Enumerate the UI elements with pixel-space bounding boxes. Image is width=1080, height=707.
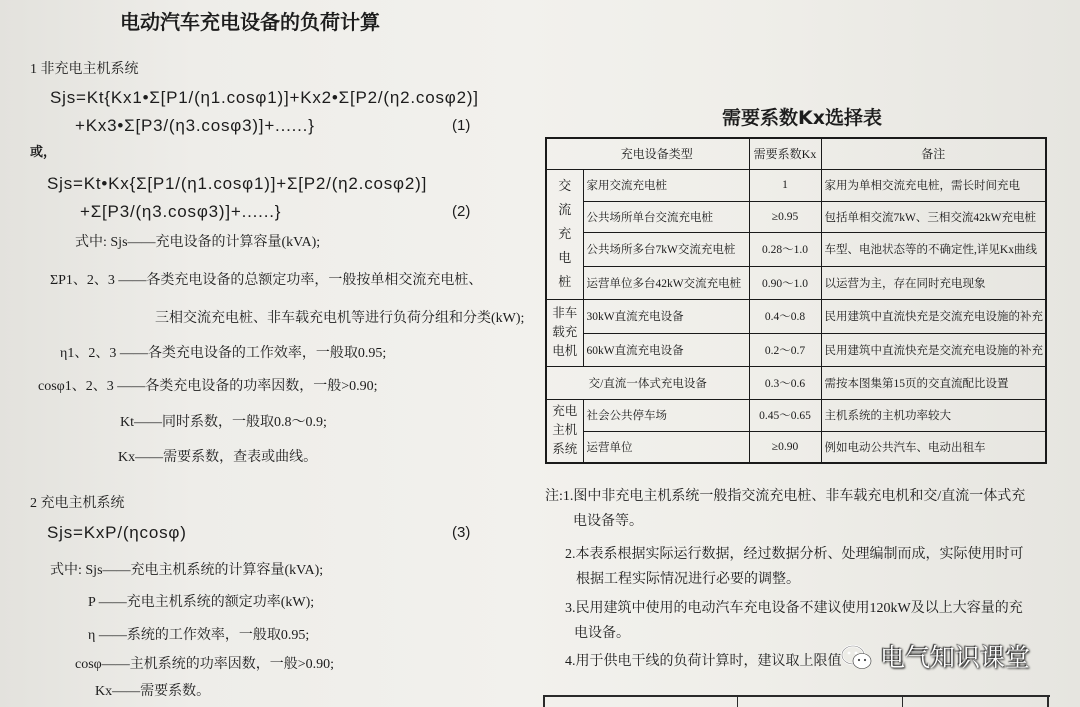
cell-note: 民用建筑中直流快充是交流充电设施的补充 [821,299,1046,333]
header-kx: 需要系数Kx [749,138,821,169]
definition-line: η ——系统的工作效率，一般取0.95; [88,628,310,643]
cell-kx: 0.28～1.0 [749,232,821,266]
note-line: 注:1.图中非充电主机系统一般指交流充电桩、非车载充电机和交/直流一体式充 [545,489,1026,504]
table-row [546,232,1046,266]
table-row [546,366,1046,399]
note-line: 根据工程实际情况进行必要的调整。 [576,572,800,587]
group-label-charging-host-system [546,399,583,463]
note-line: 3.民用建筑中使用的电动汽车充电设备不建议使用120kW及以上大容量的充 [565,601,1023,616]
table-row [546,266,1046,299]
table-title: 需要系数Kx选择表 [722,107,882,129]
cell-kx: ≥0.90 [749,431,821,463]
cell-kx: 0.90～1.0 [749,266,821,299]
cell-type: 家用交流充电桩 [583,169,749,201]
equation-number-2: (2) [452,203,471,220]
or-label: 或， [30,145,57,160]
cell-type: 60kW直流充电设备 [583,333,749,366]
cell-type: 社会公共停车场 [583,399,749,431]
cell-type: 公共场所多台7kW交流充电桩 [583,232,749,266]
definition-line: cosφ1、2、3 ——各类充电设备的功率因数，一般>0.90; [38,379,378,394]
header-type: 充电设备类型 [546,138,749,169]
cell-kx: 1 [749,169,821,201]
definition-line: η1、2、3 ——各类充电设备的工作效率，一般取0.95; [60,346,387,361]
cell-note: 车型、电池状态等的不确定性,详见Kx曲线 [821,232,1046,266]
cell-kx: ≥0.95 [749,201,821,232]
cell-type: 运营单位 [583,431,749,463]
partial-table-edge [543,695,1050,697]
group-label-ac-charging-pile [546,169,583,299]
partial-table-edge [543,695,545,707]
formula2-line2: +Σ[P3/(η3.cosφ3)]+......} [80,202,282,221]
definition-line: Kx——需要系数。 [95,684,211,699]
cell-note: 以运营为主，存在同时充电现象 [821,266,1046,299]
definition-line: 式中: Sjs——充电设备的计算容量(kVA); [75,235,321,250]
kx-selection-table [545,137,1047,464]
partial-table-edge [737,695,738,707]
definition-line: Kt——同时系数，一般取0.8～0.9; [120,415,327,430]
cell-note: 包括单相交流7kW、三相交流42kW充电桩 [821,201,1046,232]
table-row [546,399,1046,431]
cell-note: 需按本图集第15页的交直流配比设置 [821,366,1046,399]
table-row [546,299,1046,333]
group-label-text: 充电主机系统 [552,404,578,457]
cell-type: 30kW直流充电设备 [583,299,749,333]
cell-type: 运营单位多台42kW交流充电桩 [583,266,749,299]
cell-note: 民用建筑中直流快充是交流充电设施的补充 [821,333,1046,366]
definition-line: P ——充电主机系统的额定功率(kW); [88,595,315,610]
header-note: 备注 [821,138,1046,169]
definition-line: 三相交流充电桩、非车载充电机等进行负荷分组和分类(kW); [155,311,525,326]
cell-kx: 0.2～0.7 [749,333,821,366]
definition-line: cosφ——主机系统的功率因数，一般>0.90; [75,657,335,672]
definition-line: Kx——需要系数，查表或曲线。 [118,450,318,465]
cell-kx: 0.3～0.6 [749,366,821,399]
group-label-text: 交流充电桩 [558,178,572,289]
group-label-off-board-charger [546,299,583,366]
cell-note: 主机系统的主机功率较大 [821,399,1046,431]
formula3: Sjs=KxP/(ηcosφ) [47,523,187,542]
wechat-icon [840,643,874,673]
section1-heading: 1 非充电主机系统 [30,62,139,77]
group-label-text: 非车载充电机 [552,306,578,358]
page-title: 电动汽车充电设备的负荷计算 [120,10,380,34]
watermark-text: 电气知识课堂 [880,643,1031,672]
table-row [546,431,1046,463]
table-row [546,201,1046,232]
note-line: 4.用于供电干线的负荷计算时，建议取上限值 [565,654,842,669]
table-row [546,333,1046,366]
note-line: 2.本表系根据实际运行数据，经过数据分析、处理编制而成，实际使用时可 [565,547,1024,562]
definition-line: 式中: Sjs——充电主机系统的计算容量(kVA); [50,563,324,578]
section2-heading: 2 充电主机系统 [30,496,125,511]
cell-kx: 0.45～0.65 [749,399,821,431]
equation-number-1: (1) [452,117,471,134]
cell-note: 例如电动公共汽车、电动出租车 [821,431,1046,463]
formula1-line2: +Kx3•Σ[P3/(η3.cosφ3)]+......} [75,116,315,135]
cell-type: 交/直流一体式充电设备 [546,366,749,399]
equation-number-3: (3) [452,524,471,541]
note-line: 电设备等。 [573,514,643,529]
cell-kx: 0.4～0.8 [749,299,821,333]
partial-table-edge [902,695,903,707]
table-header-row [546,138,1046,169]
formula1-line1: Sjs=Kt{Kx1•Σ[P1/(η1.cosφ1)]+Kx2•Σ[P2/(η2.cosφ2)] [50,88,479,107]
definition-line: ΣP1、2、3 ——各类充电设备的总额定功率，一般按单相交流充电桩、 [50,273,483,288]
cell-type: 公共场所单台交流充电桩 [583,201,749,232]
table-row [546,169,1046,201]
cell-note: 家用为单相交流充电桩，需长时间充电 [821,169,1046,201]
formula2-line1: Sjs=Kt•Kx{Σ[P1/(η1.cosφ1)]+Σ[P2/(η2.cosφ2)] [47,174,428,193]
partial-table-edge [1047,695,1049,707]
note-line: 电设备。 [574,626,630,641]
